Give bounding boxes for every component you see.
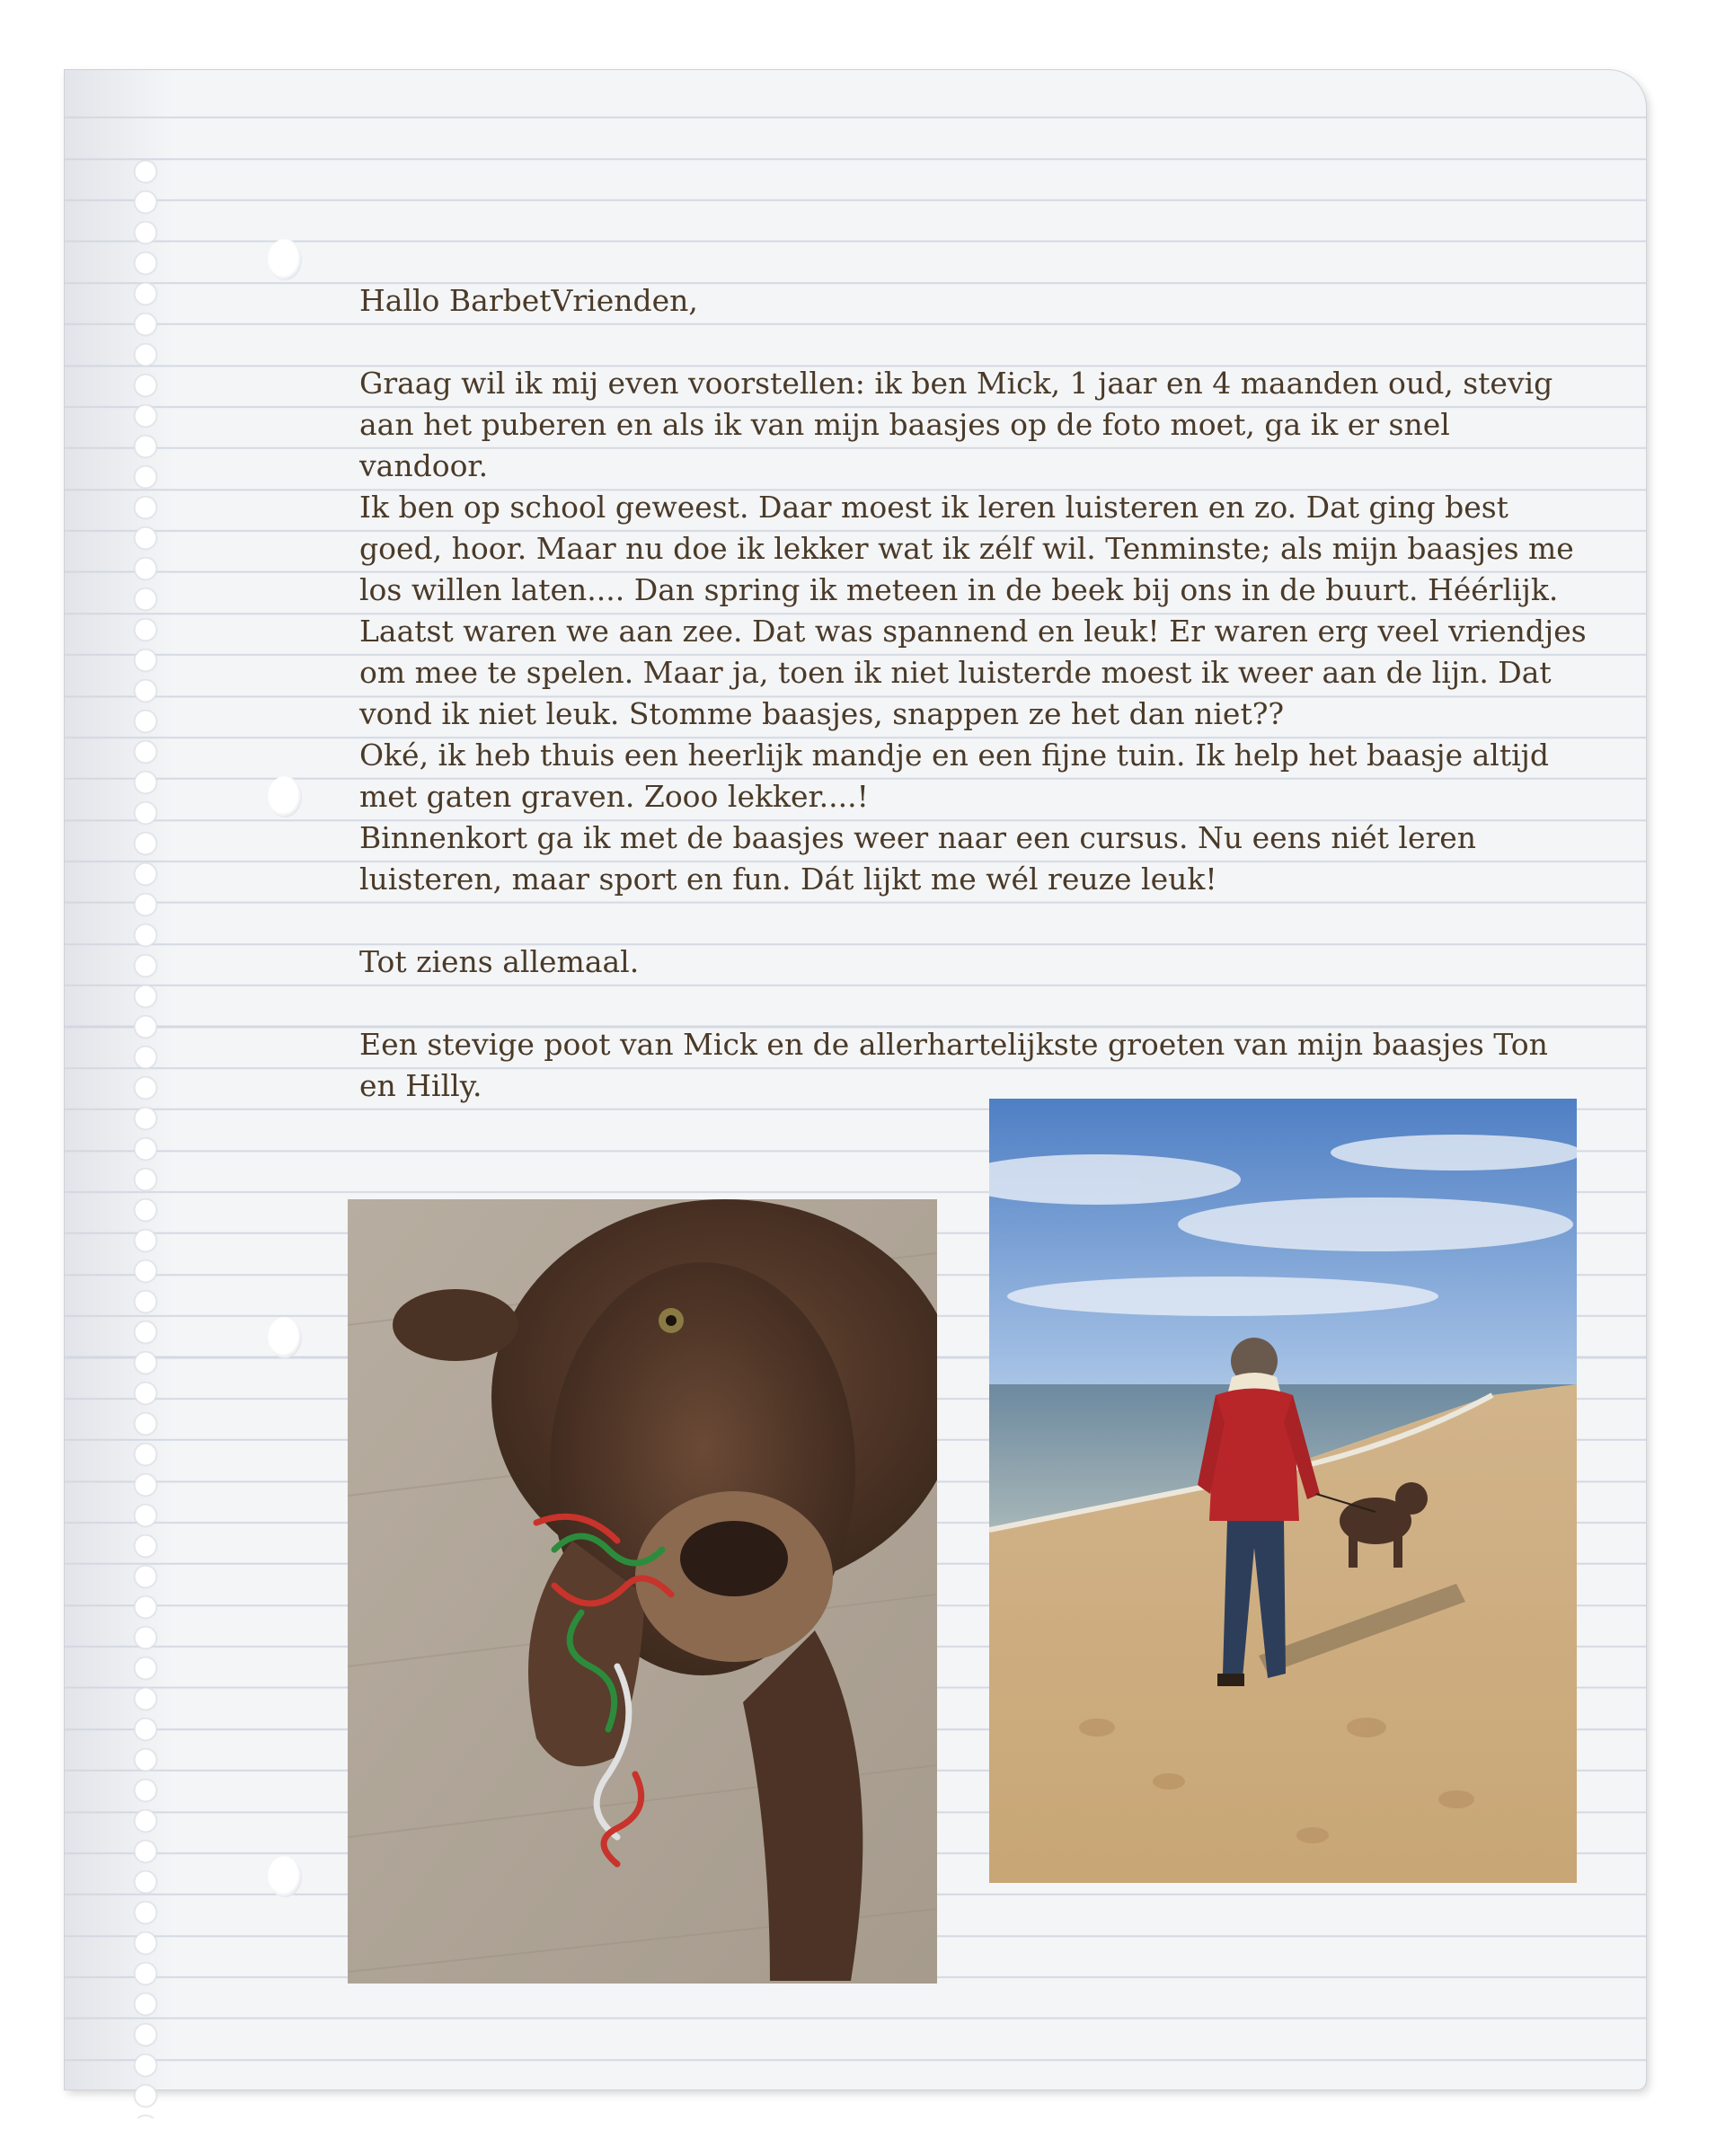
binder-hole — [268, 1856, 302, 1897]
beach-photo-illustration — [989, 1099, 1577, 1883]
binder-hole — [268, 776, 302, 817]
torn-perforation-edge — [120, 160, 174, 2118]
letter-greeting: Hallo BarbetVrienden, — [359, 283, 698, 318]
letter-body: Graag wil ik mij even voorstellen: ik ben Mick, 1 jaar en 4 maanden oud, stevig aan het puberen en als ik van mijn baasjes op de foto moet, ga ik er snel vandoor. Ik ben op school geweest. Daar moest ik leren luisteren en zo. Dat ging best goed, hoor. Maar nu doe ik lekker wat ik zélf wil. Tenminste; als mijn baasjes me los willen laten.... Dan spring ik meteen in de beek bij ons in de buurt. Héérlijk. Laatst waren we aan zee. Dat was spannend en leuk! Er waren erg veel vriendjes om mee te spelen. Maar ja, toen ik niet luisterde moest ik weer aan de lijn. Dat vond ik niet leuk. Stomme baasjes, snappen ze het dan niet?? Oké, ik heb thuis een heerlijk mandje en een fijne tuin. Ik help het baasje altijd met gaten graven. Zooo lekker....! Binnenkort ga ik met de baasjes weer naar een cursus. Nu eens niét leren luisteren, maar sport en fun. Dát lijkt me wél reuze leuk! — [359, 366, 1587, 897]
dog-closeup-photo — [348, 1199, 937, 1984]
letter-text — [359, 280, 1599, 1107]
beach-walk-photo — [989, 1099, 1577, 1883]
letter-signoff: Een stevige poot van Mick en de allerhartelijkste groeten van mijn baasjes Ton en Hilly. — [359, 1027, 1548, 1103]
binder-hole — [268, 239, 302, 280]
binder-hole — [268, 1317, 302, 1358]
dog-photo-illustration — [348, 1199, 937, 1984]
letter-closing: Tot ziens allemaal. — [359, 944, 640, 979]
